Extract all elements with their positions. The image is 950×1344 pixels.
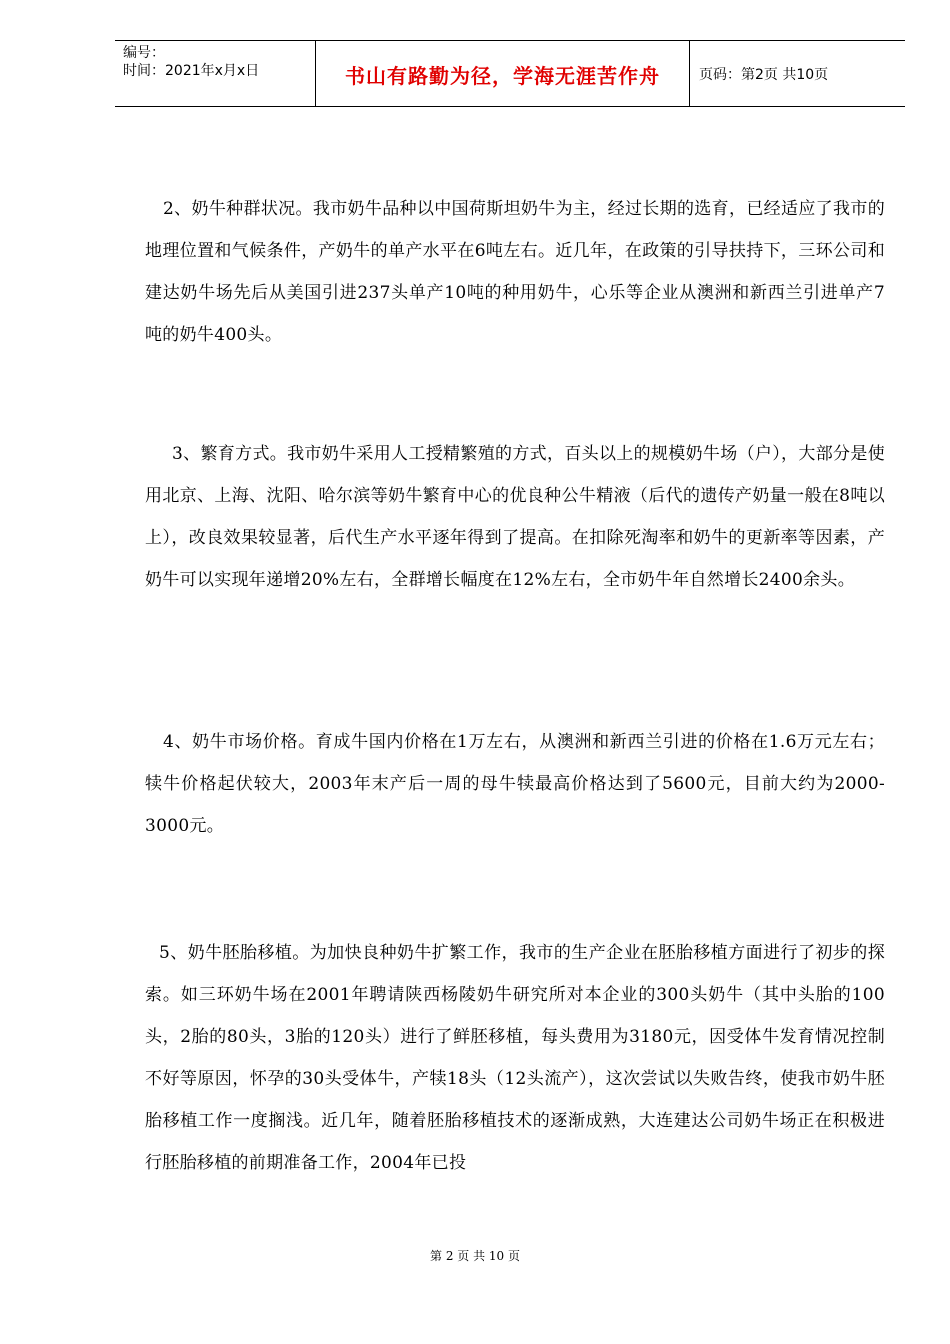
serial-label: 编号： <box>123 45 165 61</box>
header-motto: 书山有路勤为径，学海无涯苦作舟 <box>345 63 660 88</box>
header-meta <box>123 41 313 107</box>
paragraph-market-price: 4、奶牛市场价格。育成牛国内价格在1万左右，从澳洲和新西兰引进的价格在1.6万元左右；犊牛价格起伏较大，2003年末产后一周的母牛犊最高价格达到了5600元，目前大约为2000-3000元。 <box>145 732 885 836</box>
time-label: 时间：2021年x月x日 <box>123 63 260 79</box>
page-header <box>115 40 905 107</box>
paragraph-herd-status: 2、奶牛种群状况。我市奶牛品种以中国荷斯坦奶牛为主，经过长期的选育，已经适应了我市的地理位置和气候条件，产奶牛的单产水平在6吨左右。近几年，在政策的引导扶持下，三环公司和建达奶牛场先后从美国引进237头单产10吨的种用奶牛，心乐等企业从澳洲和新西兰引进单产7吨的奶牛400头。 <box>145 199 885 345</box>
paragraph-breeding-method: 3、繁育方式。我市奶牛采用人工授精繁殖的方式，百头以上的规模奶牛场（户），大部分是使用北京、上海、沈阳、哈尔滨等奶牛繁育中心的优良种公牛精液（后代的遗传产奶量一般在8吨以上），改良效果较显著，后代生产水平逐年得到了提高。在扣除死淘率和奶牛的更新率等因素，产奶牛可以实现年递增20%左右，全群增长幅度在12%左右，全市奶牛年自然增长2400余头。 <box>145 444 885 590</box>
page-footer: 第 2 页 共 10 页 <box>430 1249 520 1263</box>
header-page-info: 页码：第2页 共10页 <box>699 67 829 83</box>
paragraph-embryo-transfer: 5、奶牛胚胎移植。为加快良种奶牛扩繁工作，我市的生产企业在胚胎移植方面进行了初步的探索。如三环奶牛场在2001年聘请陕西杨陵奶牛研究所对本企业的300头奶牛（其中头胎的100头，2胎的80头，3胎的120头）进行了鲜胚移植，每头费用为3180元，因受体牛发育情况控制不好等原因，怀孕的30头受体牛，产犊18头（12头流产），这次尝试以失败告终，使我市奶牛胚胎移植工作一度搁浅。近几年，随着胚胎移植技术的逐渐成熟，大连建达公司奶牛场正在积极进行胚胎移植的前期准备工作，2004年已投 <box>145 943 885 1173</box>
header-divider <box>689 41 690 107</box>
